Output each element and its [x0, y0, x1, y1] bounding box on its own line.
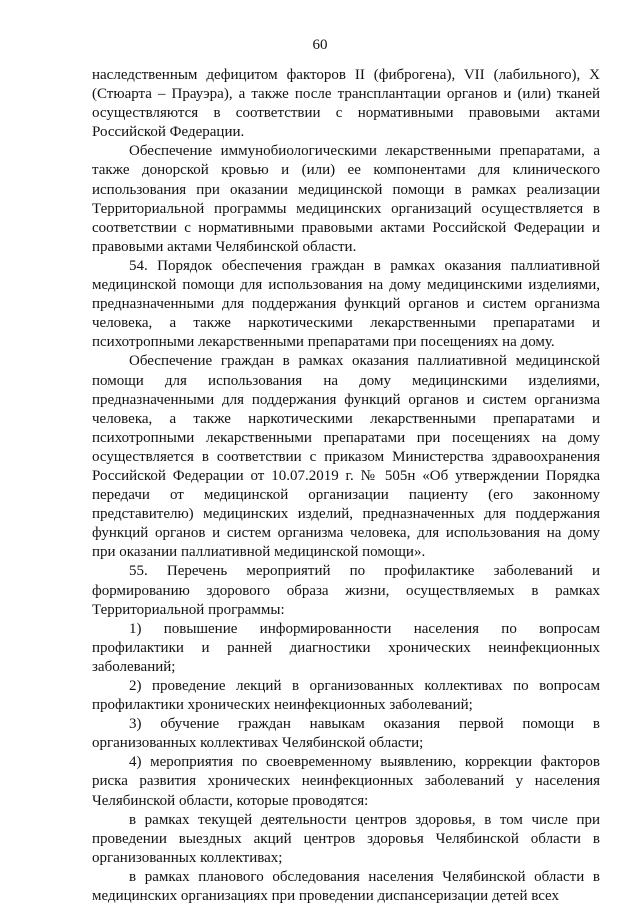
- document-body: [92, 66, 600, 906]
- paragraph-immunobiological: Обеспечение иммунобиологическими лекарственными препаратами, а также донорской кровью и (или) ее компонентами для клинического использования при оказании медицинской помощи в рамках реализации Территориальной программы медицинских организаций осуществляется в соответствии с нормативными правовыми актами Российской Федерации и правовыми актами Челябинской области.: [92, 143, 600, 255]
- sub-item-planned-examination: в рамках планового обследования населения Челябинской области в медицинских организациях при проведении диспансеризации детей всех: [92, 868, 600, 905]
- list-item-4: 4) мероприятия по своевременному выявлению, коррекции факторов риска развития хронических неинфекционных заболеваний у населения Челябинской области, которые проводятся:: [92, 754, 600, 809]
- page-number: 60: [312, 37, 328, 53]
- paragraph-palliative-provision: Обеспечение граждан в рамках оказания паллиативной медицинской помощи для использования на дому медицинскими изделиями, предназначенными для поддержания функций органов и систем организма человека, а также наркотическими лекарственными препаратами и психотропными лекарственными препаратами при посещениях на дому осуществляется в соответствии с приказом Министерства здравоохранения Российской Федерации от 10.07.2019 г. № 505н «Об утверждении Порядка передачи от медицинской организации пациенту (его законному представителю) медицинских изделий, предназначенных для поддержания функций органов и систем организма человека, для использования на дому при оказании паллиативной медицинской помощи».: [92, 353, 600, 561]
- list-item-3: 3) обучение граждан навыкам оказания первой помощи в организованных коллективах Челябинской области;: [92, 716, 600, 752]
- paragraph-item-54: 54. Порядок обеспечения граждан в рамках оказания паллиативной медицинской помощи для использования на дому медицинскими изделиями, предназначенными для поддержания функций органов и систем организма человека, а также наркотическими лекарственными препаратами и психотропными лекарственными препаратами при посещениях на дому.: [92, 257, 600, 351]
- list-item-2: 2) проведение лекций в организованных коллективах по вопросам профилактики хронических неинфекционных заболеваний;: [92, 678, 600, 714]
- paragraph-continuation: наследственным дефицитом факторов II (фиброгена), VII (лабильного), X (Стюарта – Прауэра), а также после трансплантации органов и (или) тканей осуществляются в соответствии с нормативными правовыми актами Российской Федерации.: [92, 67, 600, 141]
- sub-item-health-centers: в рамках текущей деятельности центров здоровья, в том числе при проведении выездных акций центров здоровья Челябинской области в организованных коллективах;: [92, 811, 600, 866]
- paragraph-item-55: 55. Перечень мероприятий по профилактике заболеваний и формированию здорового образа жизни, осуществляемых в рамках Территориальной программы:: [92, 563, 600, 618]
- list-item-1: 1) повышение информированности населения по вопросам профилактики и ранней диагностики хронических неинфекционных заболеваний;: [92, 620, 600, 675]
